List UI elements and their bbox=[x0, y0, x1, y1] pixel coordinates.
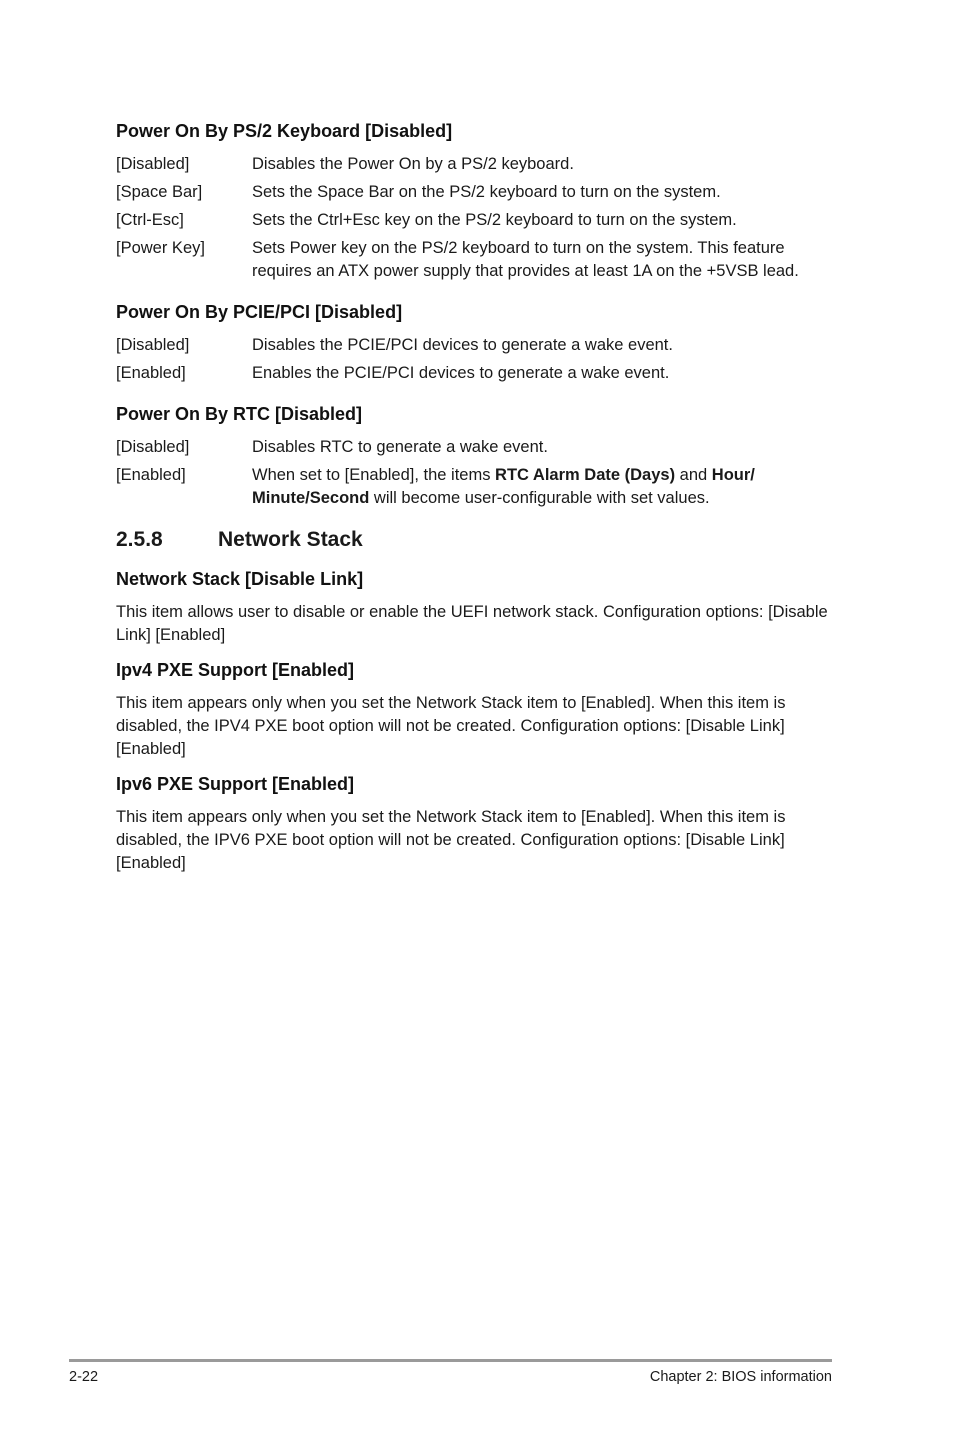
section-power-on-by-ps2-keyboard bbox=[116, 118, 836, 283]
option-key: [Disabled] bbox=[116, 155, 190, 173]
option-row bbox=[116, 436, 836, 459]
network-stack-heading bbox=[116, 526, 836, 554]
desc-bold-term: Hour/ Minute/Second bbox=[252, 466, 755, 507]
option-key: [Power Key] bbox=[116, 239, 205, 257]
option-desc: Sets Power key on the PS/2 keyboard to turn on the system. This feature requires an ATX power supply that provides at least 1A on the +5VSB lead. bbox=[252, 239, 799, 280]
option-key: [Enabled] bbox=[116, 364, 186, 382]
section-title: Network Stack bbox=[218, 528, 363, 551]
option-desc: Disables the Power On by a PS/2 keyboard. bbox=[252, 155, 574, 173]
desc-text: and bbox=[675, 466, 712, 484]
page-content bbox=[116, 118, 836, 885]
option-desc: Disables RTC to generate a wake event. bbox=[252, 438, 548, 456]
network-item bbox=[116, 771, 836, 875]
section-power-on-by-rtc bbox=[116, 401, 836, 510]
option-key: [Space Bar] bbox=[116, 183, 203, 201]
item-text: This item appears only when you set the Network Stack item to [Enabled]. When this item is disabled, the IPV6 PXE boot option will not be created. Configuration options: [Disable Link] [Enabled] bbox=[116, 808, 786, 872]
item-heading: Network Stack [Disable Link] bbox=[116, 569, 364, 589]
option-key: [Ctrl-Esc] bbox=[116, 211, 184, 229]
section-power-on-by-pcie-pci bbox=[116, 299, 836, 385]
section-heading: Power On By RTC [Disabled] bbox=[116, 404, 363, 424]
item-heading: Ipv4 PXE Support [Enabled] bbox=[116, 660, 355, 680]
item-heading: Ipv6 PXE Support [Enabled] bbox=[116, 774, 355, 794]
network-item bbox=[116, 657, 836, 761]
option-key: [Disabled] bbox=[116, 438, 190, 456]
option-row bbox=[116, 464, 836, 510]
item-text: This item allows user to disable or enable the UEFI network stack. Configuration options: [Disable Link] [Enabled] bbox=[116, 603, 828, 644]
option-row bbox=[116, 209, 836, 232]
desc-bold-term: RTC Alarm Date (Days) bbox=[495, 466, 676, 484]
desc-text: will become user-configurable with set values. bbox=[369, 489, 710, 507]
option-row bbox=[116, 362, 836, 385]
option-row bbox=[116, 181, 836, 204]
option-key: [Disabled] bbox=[116, 336, 190, 354]
option-row bbox=[116, 237, 836, 283]
option-key: [Enabled] bbox=[116, 466, 186, 484]
desc-text: When set to [Enabled], the items bbox=[252, 466, 496, 484]
item-text: This item appears only when you set the Network Stack item to [Enabled]. When this item is disabled, the IPV4 PXE boot option will not be created. Configuration options: [Disable Link] [Enabled] bbox=[116, 694, 786, 758]
section-number: 2.5.8 bbox=[116, 528, 163, 551]
footer-divider bbox=[69, 1359, 832, 1362]
option-desc: Sets the Space Bar on the PS/2 keyboard to turn on the system. bbox=[252, 183, 721, 201]
chapter-title: Chapter 2: BIOS information bbox=[649, 1369, 832, 1385]
option-desc: Sets the Ctrl+Esc key on the PS/2 keyboard to turn on the system. bbox=[252, 211, 737, 229]
option-desc: Enables the PCIE/PCI devices to generate a wake event. bbox=[252, 364, 670, 382]
page-number: 2-22 bbox=[69, 1369, 99, 1385]
option-row bbox=[116, 153, 836, 176]
network-item bbox=[116, 566, 836, 647]
option-desc: Disables the PCIE/PCI devices to generate a wake event. bbox=[252, 336, 673, 354]
section-heading: Power On By PS/2 Keyboard [Disabled] bbox=[116, 121, 453, 141]
option-row bbox=[116, 334, 836, 357]
option-desc bbox=[252, 464, 836, 510]
section-heading: Power On By PCIE/PCI [Disabled] bbox=[116, 302, 403, 322]
